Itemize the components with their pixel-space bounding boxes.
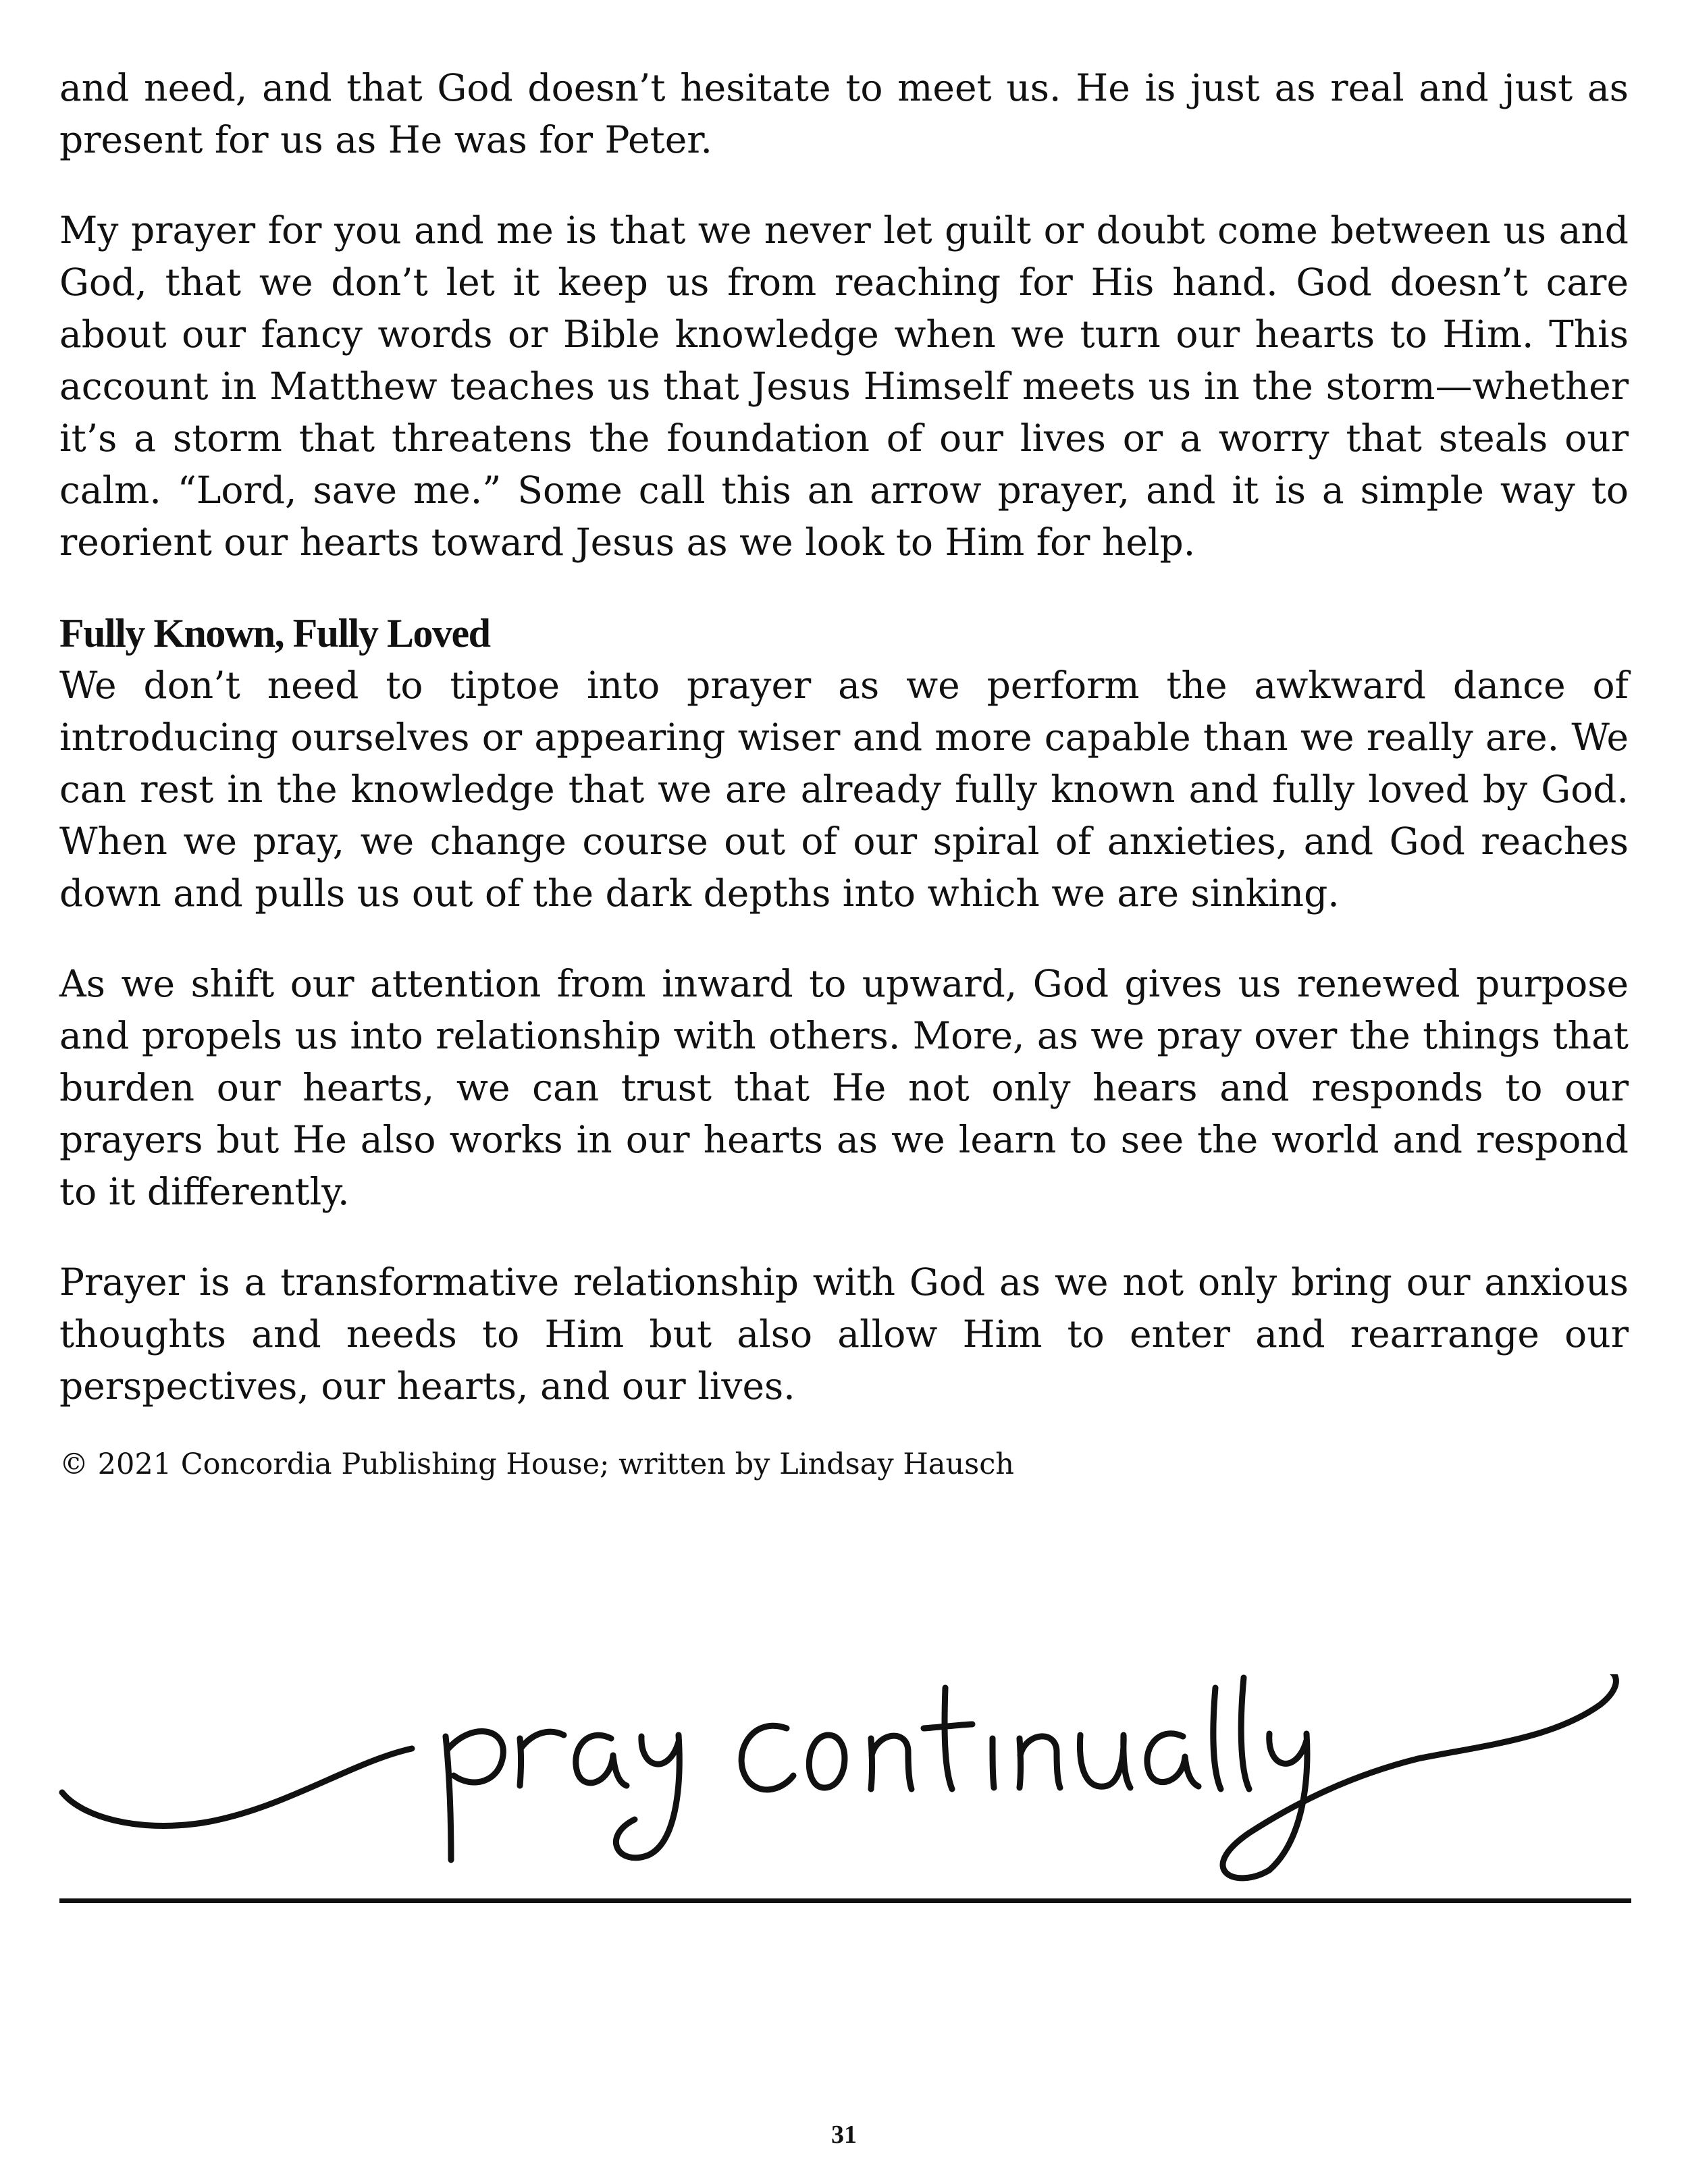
letter-a2-icon bbox=[1147, 1734, 1198, 1786]
left-swash-icon bbox=[62, 1749, 412, 1826]
letter-n-icon bbox=[871, 1736, 912, 1789]
letter-l2-icon bbox=[1241, 1678, 1249, 1789]
copyright-line: © 2021 Concordia Publishing House; written by Lindsay Hausch bbox=[59, 1447, 1015, 1481]
letter-i-icon bbox=[993, 1738, 994, 1788]
paragraph-3: We don’t need to tiptoe into prayer as we perform the awkward dance of introducing ourselves or appearing wiser and more capable than we really are. We can rest in the knowledge that we are already fully known and fully loved by God. When we pray, we change course out of our spiral of anxieties, and God reaches down and pulls us out of the dark depths into which we are sinking. bbox=[59, 664, 1629, 915]
hand-lettering-art bbox=[0, 1674, 1688, 1911]
paragraph-4: As we shift our attention from inward to upward, God gives us renewed purpose and propels us into relationship with others. More, as we pray over the things that burden our hearts, we can trust that He not only hears and responds to our prayers but He also works in our hearts as we learn to see the world and respond to it differently. bbox=[59, 962, 1629, 1213]
section-heading: Fully Known, Fully Loved bbox=[59, 611, 490, 656]
letter-r-icon bbox=[520, 1732, 564, 1786]
divider-rule bbox=[59, 1898, 1631, 1903]
letter-n2-icon bbox=[1020, 1736, 1060, 1788]
letter-y-icon bbox=[616, 1735, 679, 1858]
paragraph-2: My prayer for you and me is that we never let guilt or doubt come between us and God, that we don’t let it keep us from reaching for His hand. God doesn’t care about our fancy words or Bible knowledge when we turn our hearts to Him. This account in Matthew teaches us that Jesus Himself meets us in the storm—whether it’s a storm that threatens the foundation of our lives or a worry that steals our calm. “Lord, save me.” Some call this an arrow prayer, and it is a simple way to reorient our hearts toward Jesus as we look to Him for help. bbox=[59, 209, 1629, 564]
letter-l-icon bbox=[1213, 1688, 1221, 1789]
letter-c-icon bbox=[741, 1726, 793, 1790]
letter-p-icon bbox=[446, 1732, 503, 1860]
letter-a-icon bbox=[576, 1735, 627, 1786]
letter-y2-icon bbox=[1223, 1734, 1418, 1878]
right-swash-icon bbox=[1418, 1674, 1616, 1759]
letter-u-icon bbox=[1080, 1735, 1130, 1788]
article-body bbox=[59, 62, 1629, 1485]
letter-o-icon bbox=[809, 1735, 845, 1788]
paragraph-1: and need, and that God doesn’t hesitate to meet us. He is just as real and just as present for us as He was for Peter. bbox=[59, 66, 1629, 161]
page-number: 31 bbox=[831, 2121, 857, 2149]
paragraph-5: Prayer is a transformative relationship with God as we not only bring our anxious thoughts and needs to Him but also allow Him to enter and rearrange our perspectives, our hearts, and our lives. bbox=[59, 1260, 1629, 1408]
letter-t-icon bbox=[924, 1688, 972, 1789]
